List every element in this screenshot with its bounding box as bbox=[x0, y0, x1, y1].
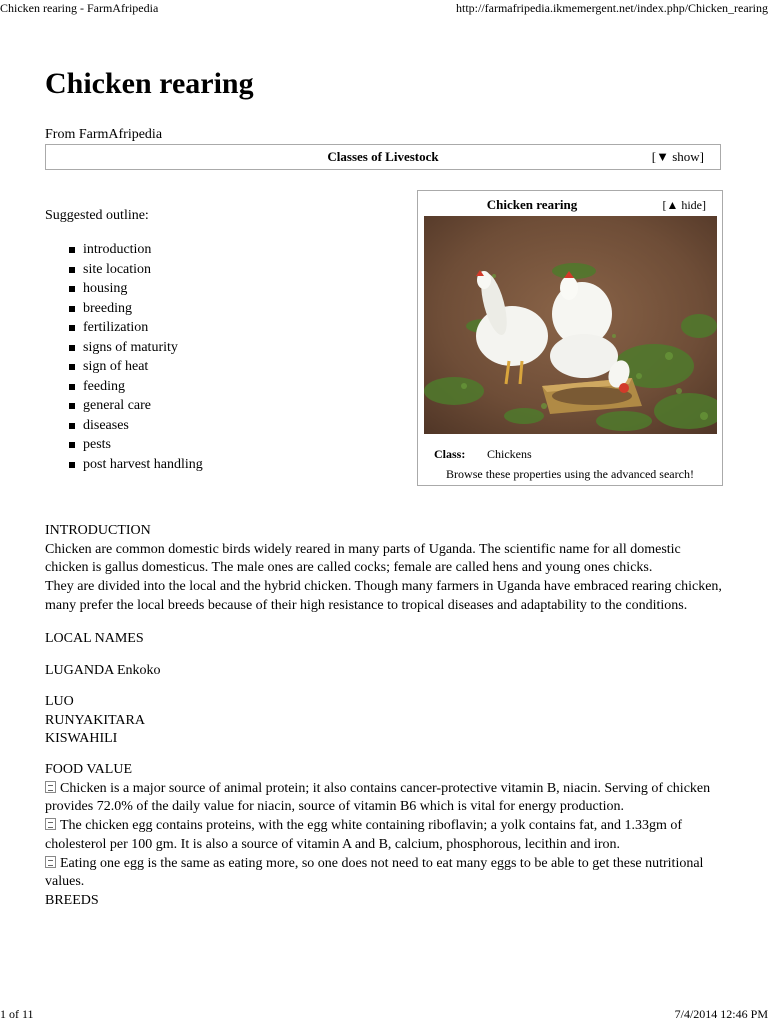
square-bullet-icon bbox=[69, 462, 75, 468]
infobox-class-label: Class: bbox=[434, 447, 466, 461]
broken-image-icon bbox=[45, 856, 56, 868]
square-bullet-icon bbox=[69, 247, 75, 253]
food-value-text-3: Eating one egg is the same as eating more, so one does not need to eat many eggs to be able to get these nutritional values. bbox=[45, 855, 704, 890]
outline-item-label: housing bbox=[83, 281, 128, 296]
chicken-photo-graphic bbox=[424, 216, 717, 434]
section-heading-local-names: LOCAL NAMES bbox=[45, 630, 144, 646]
outline-item-label: post harvest handling bbox=[83, 456, 203, 472]
local-name-kiswahili: KISWAHILI bbox=[45, 731, 118, 747]
outline-item bbox=[69, 260, 203, 280]
square-bullet-icon bbox=[69, 403, 75, 409]
square-bullet-icon bbox=[69, 267, 75, 273]
navbox-title: Classes of Livestock bbox=[327, 149, 439, 164]
print-footer-page: 1 of 11 bbox=[0, 1007, 34, 1021]
outline-label: Suggested outline: bbox=[45, 208, 149, 223]
section-heading-food-value: FOOD VALUE bbox=[45, 762, 132, 778]
local-name-luo: LUO bbox=[45, 693, 74, 709]
infobox-browse-link[interactable]: Browse these properties using the advanced search! bbox=[446, 467, 694, 481]
square-bullet-icon bbox=[69, 306, 75, 312]
square-bullet-icon bbox=[69, 384, 75, 390]
square-bullet-icon bbox=[69, 423, 75, 429]
outline-item-label: feeding bbox=[83, 378, 125, 394]
food-value-paragraph-2 bbox=[45, 817, 725, 854]
outline-list bbox=[69, 240, 203, 474]
outline-item-label: site location bbox=[83, 261, 152, 277]
section-heading-introduction: INTRODUCTION bbox=[45, 523, 151, 538]
food-value-text-2: The chicken egg contains proteins, with the egg white containing riboflavin; a yolk contains fat, and 1.33gm of cholesterol per 100 gm. It is also a source of vitamin A and B, calcium, phosphorous, lecithin and iron. bbox=[45, 818, 683, 852]
infobox-title: Chicken rearing bbox=[486, 197, 578, 212]
article-body bbox=[45, 522, 725, 911]
local-name-runyakitara: RUNYAKITARA bbox=[45, 712, 145, 728]
food-value-text-1: Chicken is a major source of animal protein; it also contains cancer-protective vitamin B, niacin. Serving of chicken provides 72.0% of the daily value for niacin, source of vitamin B6 which is vital for energy production. bbox=[45, 780, 711, 815]
outline-item-label: sign of heat bbox=[83, 359, 149, 374]
outline-item-label: fertilization bbox=[83, 320, 149, 335]
food-value-paragraph-3 bbox=[45, 855, 725, 892]
infobox-chicken-rearing bbox=[417, 190, 723, 486]
outline-item-label: signs of maturity bbox=[83, 339, 178, 355]
outline-item-label: breeding bbox=[83, 300, 132, 316]
print-header-title: Chicken rearing - FarmAfripedia bbox=[0, 1, 159, 15]
local-name-luganda: LUGANDA Enkoko bbox=[45, 663, 161, 679]
outline-item bbox=[69, 299, 203, 319]
outline-item bbox=[69, 396, 203, 416]
broken-image-icon bbox=[45, 818, 56, 830]
outline-item-label: diseases bbox=[83, 417, 129, 433]
broken-image-icon bbox=[45, 781, 56, 793]
intro-paragraph-1: Chicken are common domestic birds widely reared in many parts of Uganda. The scientific name for all domestic chicken is gallus domesticus. The male ones are called cocks; female are called hens and young ones chicks. bbox=[45, 541, 681, 576]
outline-item-label: pests bbox=[83, 437, 111, 452]
outline-item bbox=[69, 377, 203, 397]
outline-item bbox=[69, 338, 203, 358]
square-bullet-icon bbox=[69, 286, 75, 292]
outline-item bbox=[69, 279, 203, 299]
outline-item bbox=[69, 357, 203, 377]
outline-item-label: introduction bbox=[83, 242, 152, 257]
page-title: Chicken rearing bbox=[45, 67, 254, 100]
square-bullet-icon bbox=[69, 442, 75, 448]
chicken-photo[interactable] bbox=[424, 216, 717, 434]
square-bullet-icon bbox=[69, 345, 75, 351]
outline-item bbox=[69, 318, 203, 338]
section-heading-breeds: BREEDS bbox=[45, 892, 99, 908]
outline-item bbox=[69, 240, 203, 260]
outline-item-label: general care bbox=[83, 398, 151, 413]
navbox-classes-of-livestock bbox=[45, 144, 721, 170]
print-footer-datetime: 7/4/2014 12:46 PM bbox=[674, 1007, 768, 1021]
outline-item bbox=[69, 455, 203, 475]
infobox-hide-toggle[interactable]: [▲ hide] bbox=[662, 198, 706, 212]
intro-paragraph-2: They are divided into the local and the hybrid chicken. Though many farmers in Uganda have embraced rearing chicken, many prefer the local breeds because of their high resistance to tropical diseases and adaptability to the conditions. bbox=[45, 579, 722, 613]
print-header-url: http://farmafripedia.ikmemergent.net/index.php/Chicken_rearing bbox=[455, 1, 768, 15]
square-bullet-icon bbox=[69, 364, 75, 370]
square-bullet-icon bbox=[69, 325, 75, 331]
food-value-paragraph-1 bbox=[45, 780, 725, 817]
navbox-show-toggle[interactable]: [▼ show] bbox=[651, 149, 704, 164]
page-source: From FarmAfripedia bbox=[45, 127, 163, 142]
outline-item bbox=[69, 435, 203, 455]
outline-item bbox=[69, 416, 203, 436]
infobox-class-value[interactable]: Chickens bbox=[487, 447, 532, 461]
